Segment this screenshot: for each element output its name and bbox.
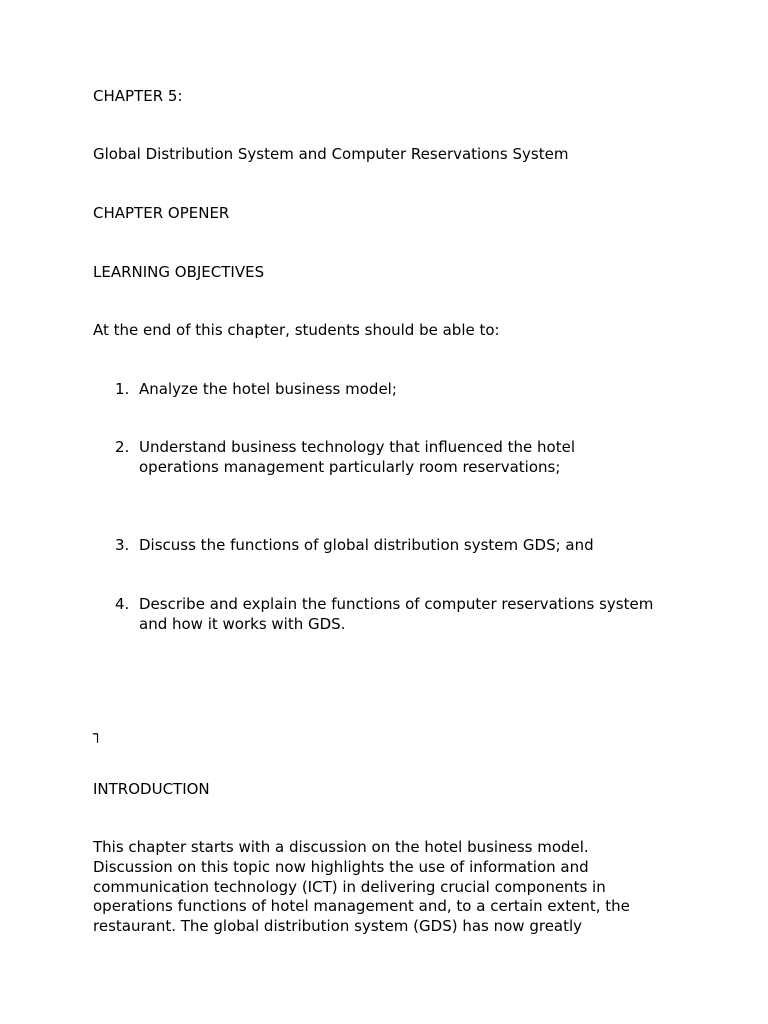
objective-number: 3. [115,536,130,554]
objective-text: Discuss the functions of global distribution system GDS; and [139,536,594,554]
section-break-mark: ┐ [93,725,103,743]
learning-objectives-heading: LEARNING OBJECTIVES [93,263,265,281]
objective-text: Analyze the hotel business model; [139,380,397,398]
chapter-title: Global Distribution System and Computer Reservations System [93,145,569,163]
objective-number: 2. [115,438,130,456]
objective-number: 4. [115,595,130,613]
objective-text: Understand business technology that influenced the hotel operations management particularly room reservations; [139,438,575,476]
objective-number: 1. [115,380,130,398]
introduction-paragraph: This chapter starts with a discussion on the hotel business model. Discussion on this topic now highlights the use of information and communication technology (ICT) in delivering crucial components in operations functions of hotel management and, to a certain extent, the restaurant. The global distribution system (GDS) has now greatly [93,838,630,936]
objective-text: Describe and explain the functions of computer reservations system and how it works with GDS. [139,595,654,633]
chapter-label: CHAPTER 5: [93,87,183,105]
introduction-heading: INTRODUCTION [93,780,210,798]
chapter-opener-heading: CHAPTER OPENER [93,204,230,222]
objectives-intro: At the end of this chapter, students should be able to: [93,321,500,339]
